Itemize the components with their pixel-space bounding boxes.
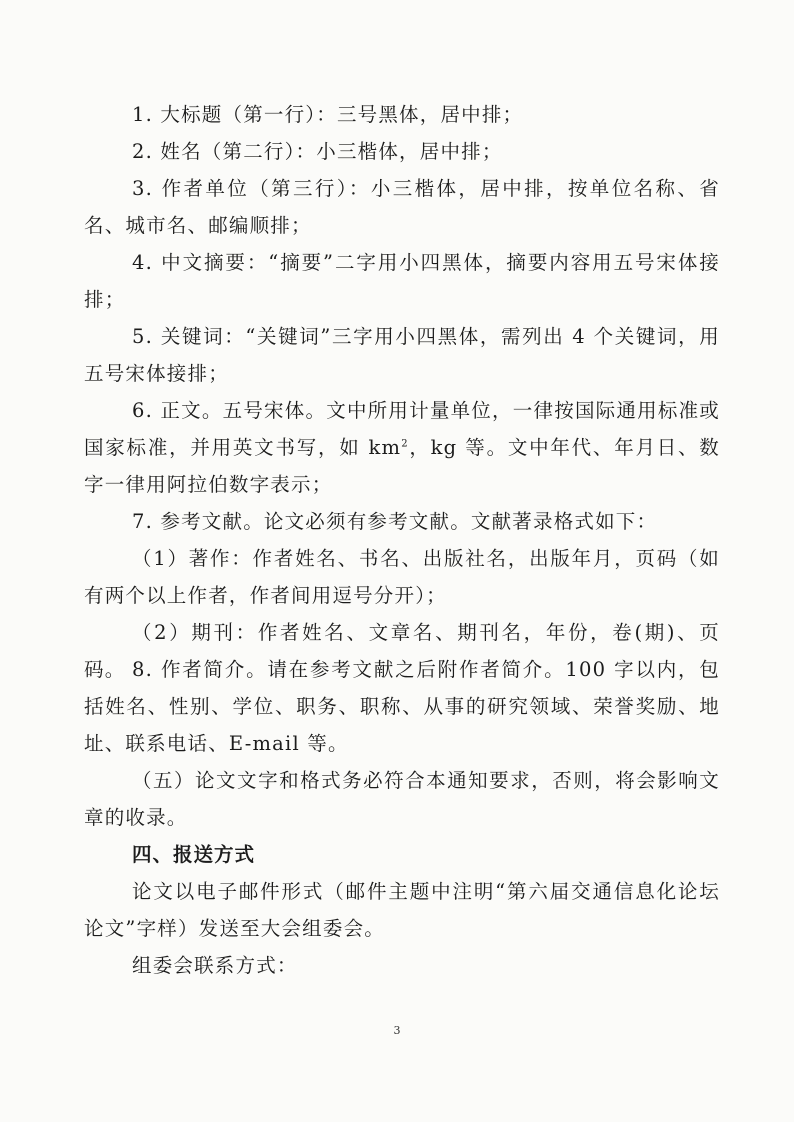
paragraph-item-3: 3. 作者单位（第三行）：小三楷体，居中排，按单位名称、省名、城市名、邮编顺排； (84, 177, 720, 237)
submission-paragraph: 论文以电子邮件形式（邮件主题中注明“第六届交通信息化论坛论文”字样）发送至大会组委会。 (84, 880, 720, 940)
reference-format-journals: （2）期刊：作者姓名、文章名、期刊名，年份，卷(期)、页码。 (84, 621, 720, 681)
reference-format-books: （1）著作：作者姓名、书名、出版社名，出版年月，页码（如有两个以上作者，作者间用逗号分开）； (84, 547, 720, 607)
paragraph-6-text-b: ，kg 等。文中年代、年月日、数字一律用阿拉伯数字表示； (84, 436, 720, 496)
superscript-2: 2 (401, 438, 409, 450)
paragraph-6-text-a: 6. 正文。五号宋体。文中所用计量单位，一律按国际通用标准或国家标准，并用英文书写，如 km (84, 399, 720, 459)
page-number: 3 (393, 1024, 401, 1037)
paragraph-item-4: 4. 中文摘要：“摘要”二字用小四黑体，摘要内容用五号宋体接排； (84, 251, 720, 311)
paragraph-item-1: 1. 大标题（第一行）：三号黑体，居中排； (132, 103, 524, 126)
paragraph-item-5: 5. 关键词：“关键词”三字用小四黑体，需列出 4 个关键词，用五号宋体接排； (84, 325, 720, 385)
contact-label: 组委会联系方式： (132, 954, 298, 977)
paragraph-item-6 (84, 392, 720, 503)
paragraph-item-2: 2. 姓名（第二行）：小三楷体，居中排； (132, 140, 503, 163)
paragraph-item-7: 7. 参考文献。论文必须有参考文献。文献著录格式如下： (132, 510, 658, 533)
section-heading: 四、报送方式 (132, 843, 256, 866)
paragraph-item-8: 8. 作者简介。请在参考文献之后附作者简介。100 字以内，包括姓名、性别、学位、职务、职称、从事的研究领域、荣誉奖励、地址、联系电话、E-mail 等。 (84, 658, 720, 755)
paragraph-section-5: （五）论文文字和格式务必符合本通知要求，否则，将会影响文章的收录。 (84, 769, 720, 829)
